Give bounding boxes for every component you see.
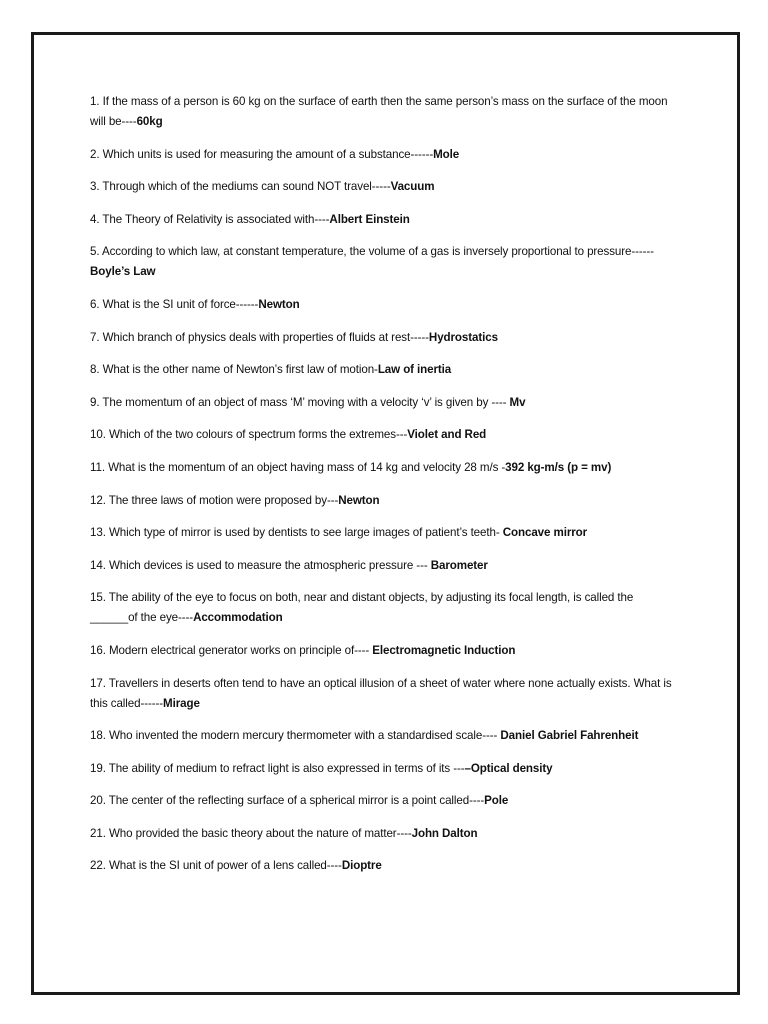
question-text: 8. What is the other name of Newton’s first law of motion- [90, 363, 378, 377]
answer-text: Concave mirror [502, 526, 588, 540]
question-text: 6. What is the SI unit of force------ [90, 297, 259, 311]
answer-text: Law of inertia [377, 363, 452, 377]
answer-text: Electromagnetic Induction [372, 643, 516, 657]
question-text: 9. The momentum of an object of mass ‘M’ moving with a velocity ‘v’ is given by ---- [90, 395, 510, 409]
qa-item-15 [90, 588, 680, 628]
question-text: 7. Which branch of physics deals with properties of fluids at rest----- [90, 330, 429, 344]
answer-text: Vacuum [390, 180, 435, 194]
qa-item-12 [90, 491, 680, 511]
answer-text: Pole [484, 794, 509, 808]
question-text: 14. Which devices is used to measure the atmospheric pressure --- [90, 558, 431, 572]
question-text: 13. Which type of mirror is used by dentists to see large images of patient’s teeth- [90, 526, 503, 540]
qa-item-6 [90, 295, 680, 315]
question-answer-list [90, 92, 680, 889]
qa-item-11 [90, 458, 680, 478]
answer-text: Daniel Gabriel Fahrenheit [500, 729, 639, 743]
question-text: 17. Travellers in deserts often tend to have an optical illusion of a sheet of water where none actually exists. What is this called------ [90, 676, 672, 710]
answer-text: Albert Einstein [329, 212, 410, 226]
answer-text: 60kg [136, 115, 163, 128]
qa-item-10 [90, 425, 680, 445]
question-text: 22. What is the SI unit of power of a lens called---- [90, 859, 342, 873]
question-text: 12. The three laws of motion were proposed by--- [90, 493, 339, 507]
qa-item-8 [90, 360, 680, 380]
qa-item-22 [90, 856, 680, 876]
answer-text: Mirage [163, 696, 200, 710]
answer-text: –Optical density [464, 761, 553, 775]
question-text: 1. If the mass of a person is 60 kg on the surface of earth then the same person’s mass on the surface of the moon will be---- [90, 95, 668, 128]
question-text: 21. Who provided the basic theory about the nature of matter---- [90, 826, 412, 840]
answer-text: Accommodation [193, 611, 283, 625]
answer-text: Mv [509, 395, 526, 409]
qa-item-18 [90, 726, 680, 746]
question-text: 11. What is the momentum of an object having mass of 14 kg and velocity 28 m/s - [90, 460, 506, 474]
question-text: 20. The center of the reflecting surface of a spherical mirror is a point called---- [90, 794, 485, 808]
question-text: 16. Modern electrical generator works on principle of---- [90, 643, 373, 657]
qa-item-17 [90, 674, 680, 714]
question-text: 4. The Theory of Relativity is associated with---- [90, 212, 330, 226]
answer-text: Dioptre [341, 859, 382, 873]
qa-item-2 [90, 145, 680, 165]
qa-item-1 [90, 92, 680, 132]
question-text: 3. Through which of the mediums can sound NOT travel----- [90, 180, 391, 194]
question-text: 19. The ability of medium to refract light is also expressed in terms of its --- [90, 761, 465, 775]
qa-item-21 [90, 824, 680, 844]
answer-text: Mole [433, 147, 460, 161]
answer-text: Violet and Red [407, 428, 487, 442]
question-text: 5. According to which law, at constant temperature, the volume of a gas is inversely proportional to pressure------ [90, 245, 654, 259]
qa-item-3 [90, 177, 680, 197]
question-text: 10. Which of the two colours of spectrum forms the extremes--- [90, 428, 408, 442]
qa-item-13 [90, 523, 680, 543]
answer-text: 392 kg-m/s (p = mv) [505, 460, 612, 474]
answer-text: John Dalton [411, 826, 478, 840]
qa-item-9 [90, 393, 680, 413]
qa-item-7 [90, 328, 680, 348]
qa-item-14 [90, 556, 680, 576]
answer-text: Hydrostatics [428, 330, 498, 344]
question-text: 15. The ability of the eye to focus on both, near and distant objects, by adjusting its focal length, is called the ______of the eye---- [90, 591, 634, 625]
answer-text: Boyle’s Law [90, 265, 156, 279]
qa-item-5 [90, 242, 680, 282]
qa-item-20 [90, 791, 680, 811]
qa-item-4 [90, 210, 680, 230]
answer-text: Newton [338, 493, 380, 507]
answer-text: Barometer [430, 558, 488, 572]
question-text: 2. Which units is used for measuring the amount of a substance------ [90, 147, 434, 161]
answer-text: Newton [258, 297, 300, 311]
qa-item-19 [90, 759, 680, 779]
qa-item-16 [90, 641, 680, 661]
question-text: 18. Who invented the modern mercury thermometer with a standardised scale---- [90, 729, 501, 743]
